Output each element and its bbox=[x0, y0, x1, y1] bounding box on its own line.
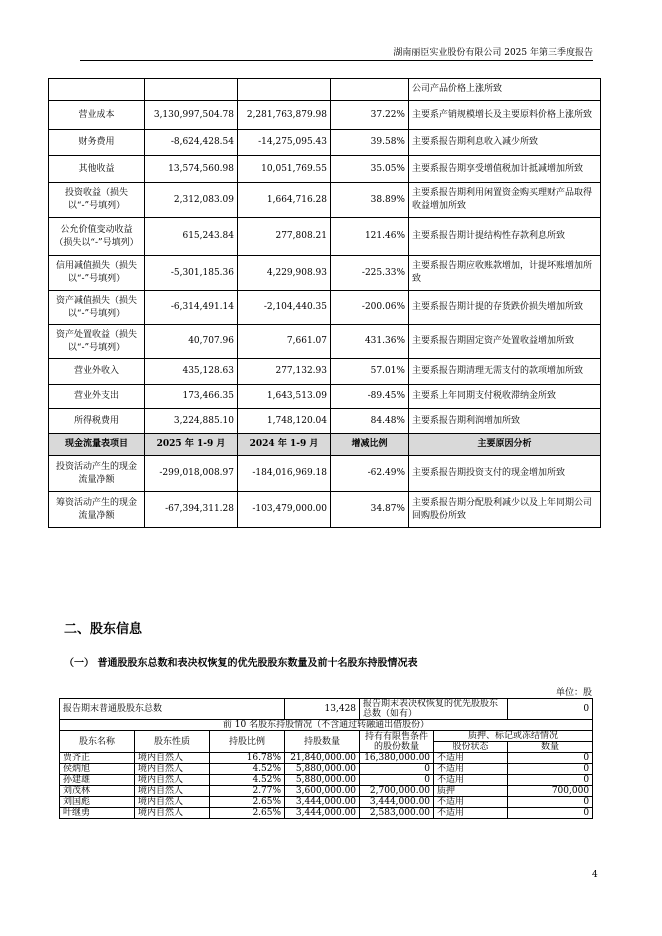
summary-row bbox=[60, 699, 593, 720]
header-row bbox=[60, 731, 593, 742]
table-row bbox=[49, 79, 601, 101]
table-row bbox=[60, 753, 593, 764]
previous-value: -14,275,095.43 bbox=[238, 130, 331, 156]
table-row bbox=[60, 797, 593, 808]
change-ratio: 35.05% bbox=[331, 156, 409, 183]
change-reason: 主要原因分析 bbox=[409, 434, 601, 456]
change-ratio: -225.33% bbox=[331, 256, 409, 291]
table-row bbox=[49, 409, 601, 434]
change-ratio: -200.06% bbox=[331, 291, 409, 325]
holder-ratio: 2.65% bbox=[210, 797, 285, 808]
holder-ratio: 2.77% bbox=[210, 786, 285, 797]
table-row bbox=[49, 456, 601, 492]
holder-qty: 3,444,000.00 bbox=[285, 797, 360, 808]
caption-row bbox=[60, 720, 593, 731]
current-value: -67,394,311.28 bbox=[145, 492, 238, 528]
item-name: 信用减值损失（损失以“-”号填列） bbox=[49, 256, 145, 291]
previous-value: 10,051,769.55 bbox=[238, 156, 331, 183]
change-reason: 主要系上年同期支付税收滞纳金所致 bbox=[409, 385, 601, 409]
current-value: 13,574,560.98 bbox=[145, 156, 238, 183]
holder-ratio: 16.78% bbox=[210, 753, 285, 764]
previous-value: 277,132.93 bbox=[238, 359, 331, 385]
col-restricted: 持有有限售条件的股份数量 bbox=[360, 731, 434, 753]
current-value: 3,130,997,504.78 bbox=[145, 101, 238, 130]
current-value: 435,128.63 bbox=[145, 359, 238, 385]
pledge-count: 0 bbox=[508, 775, 593, 786]
pledge-count: 700,000 bbox=[508, 786, 593, 797]
change-ratio: 431.36% bbox=[331, 325, 409, 359]
item-name: 投资收益（损失以“-”号填列） bbox=[49, 183, 145, 218]
change-ratio: 38.89% bbox=[331, 183, 409, 218]
holder-qty: 3,600,000.00 bbox=[285, 786, 360, 797]
holder-ratio: 2.65% bbox=[210, 808, 285, 819]
item-name bbox=[49, 79, 145, 101]
table-row bbox=[49, 101, 601, 130]
col-nature: 股东性质 bbox=[135, 731, 210, 753]
previous-value: -2,104,440.35 bbox=[238, 291, 331, 325]
holder-name: 贾齐正 bbox=[60, 753, 135, 764]
change-reason: 主要系报告期投资支付的现金增加所致 bbox=[409, 456, 601, 492]
table-row bbox=[49, 218, 601, 256]
item-name: 其他收益 bbox=[49, 156, 145, 183]
holder-nature: 境内自然人 bbox=[135, 775, 210, 786]
pledge-status: 质押 bbox=[434, 786, 508, 797]
item-name: 现金流量表项目 bbox=[49, 434, 145, 456]
holder-qty: 21,840,000.00 bbox=[285, 753, 360, 764]
change-reason: 主要系报告期计提的存货跌价损失增加所致 bbox=[409, 291, 601, 325]
change-reason: 主要系产销规模增长及主要原料价格上涨所致 bbox=[409, 101, 601, 130]
holder-name: 刘国彪 bbox=[60, 797, 135, 808]
table-row bbox=[49, 130, 601, 156]
col-name: 股东名称 bbox=[60, 731, 135, 753]
change-reason: 主要系报告期利息收入减少所致 bbox=[409, 130, 601, 156]
previous-value: 7,661.07 bbox=[238, 325, 331, 359]
item-name: 营业成本 bbox=[49, 101, 145, 130]
col-count: 数量 bbox=[508, 742, 593, 753]
pledge-status: 不适用 bbox=[434, 775, 508, 786]
previous-value: 277,808.21 bbox=[238, 218, 331, 256]
holder-restricted: 3,444,000.00 bbox=[360, 797, 434, 808]
previous-value: -103,479,000.00 bbox=[238, 492, 331, 528]
table-row bbox=[49, 156, 601, 183]
table-row bbox=[49, 359, 601, 385]
current-value: 3,224,885.10 bbox=[145, 409, 238, 434]
change-reason: 主要系报告期享受增值税加计抵减增加所致 bbox=[409, 156, 601, 183]
change-ratio: 121.46% bbox=[331, 218, 409, 256]
holder-restricted: 0 bbox=[360, 764, 434, 775]
item-name: 筹资活动产生的现金流量净额 bbox=[49, 492, 145, 528]
pledge-status: 不适用 bbox=[434, 808, 508, 819]
current-value: -5,301,185.36 bbox=[145, 256, 238, 291]
pledge-count: 0 bbox=[508, 808, 593, 819]
col-qty: 持股数量 bbox=[285, 731, 360, 753]
current-value: 173,466.35 bbox=[145, 385, 238, 409]
holder-name: 刘茂林 bbox=[60, 786, 135, 797]
change-reason: 主要系报告期固定资产处置收益增加所致 bbox=[409, 325, 601, 359]
change-ratio: -62.49% bbox=[331, 456, 409, 492]
income-change-table bbox=[48, 78, 601, 528]
change-reason: 主要系报告期清理无需支付的款项增加所致 bbox=[409, 359, 601, 385]
pledge-count: 0 bbox=[508, 797, 593, 808]
current-value: -8,624,428.54 bbox=[145, 130, 238, 156]
holder-ratio: 4.52% bbox=[210, 764, 285, 775]
change-ratio: 34.87% bbox=[331, 492, 409, 528]
change-ratio: 39.58% bbox=[331, 130, 409, 156]
current-value: 2025 年 1-9 月 bbox=[145, 434, 238, 456]
table-row bbox=[49, 325, 601, 359]
holder-qty: 5,880,000.00 bbox=[285, 775, 360, 786]
previous-value: 1,664,716.28 bbox=[238, 183, 331, 218]
report-header: 湖南丽臣实业股份有限公司 2025 年第三季度报告 bbox=[80, 45, 593, 61]
unit-label: 单位：股 bbox=[555, 688, 592, 698]
item-name: 所得税费用 bbox=[49, 409, 145, 434]
current-value: 615,243.84 bbox=[145, 218, 238, 256]
previous-value bbox=[238, 79, 331, 101]
pledge-status: 不适用 bbox=[434, 764, 508, 775]
change-ratio: 37.22% bbox=[331, 101, 409, 130]
item-name: 资产处置收益（损失以“-”号填列） bbox=[49, 325, 145, 359]
pref-holders-label: 报告期末表决权恢复的优先股股东总数（如有） bbox=[360, 699, 508, 720]
holder-nature: 境内自然人 bbox=[135, 753, 210, 764]
current-value bbox=[145, 79, 238, 101]
holder-ratio: 4.52% bbox=[210, 775, 285, 786]
previous-value: 2024 年 1-9 月 bbox=[238, 434, 331, 456]
shareholder-table bbox=[59, 698, 593, 819]
previous-value: 1,748,120.04 bbox=[238, 409, 331, 434]
change-ratio: 57.01% bbox=[331, 359, 409, 385]
item-name: 投资活动产生的现金流量净额 bbox=[49, 456, 145, 492]
holder-nature: 境内自然人 bbox=[135, 808, 210, 819]
item-name: 公允价值变动收益（损失以“-”号填列） bbox=[49, 218, 145, 256]
table-row bbox=[60, 764, 593, 775]
col-pledge-group: 质押、标记或冻结情况 bbox=[434, 731, 593, 742]
current-value: 40,707.96 bbox=[145, 325, 238, 359]
previous-value: 1,643,513.09 bbox=[238, 385, 331, 409]
previous-value: -184,016,969.18 bbox=[238, 456, 331, 492]
table-row bbox=[49, 385, 601, 409]
table-row bbox=[60, 808, 593, 819]
item-name: 资产减值损失（损失以“-”号填列） bbox=[49, 291, 145, 325]
table-row bbox=[60, 786, 593, 797]
holder-nature: 境内自然人 bbox=[135, 786, 210, 797]
current-value: -6,314,491.14 bbox=[145, 291, 238, 325]
previous-value: 4,229,908.93 bbox=[238, 256, 331, 291]
section-title: 二、股东信息 bbox=[64, 622, 143, 637]
col-ratio: 持股比例 bbox=[210, 731, 285, 753]
cash-header-row bbox=[49, 434, 601, 456]
change-reason: 主要系报告期计提结构性存款利息所致 bbox=[409, 218, 601, 256]
previous-value: 2,281,763,879.98 bbox=[238, 101, 331, 130]
table-row bbox=[49, 291, 601, 325]
holder-qty: 5,880,000.00 bbox=[285, 764, 360, 775]
holder-nature: 境内自然人 bbox=[135, 797, 210, 808]
holder-nature: 境内自然人 bbox=[135, 764, 210, 775]
holder-restricted: 2,583,000.00 bbox=[360, 808, 434, 819]
col-status: 股份状态 bbox=[434, 742, 508, 753]
subsection-title: （一） 普通股股东总数和表决权恢复的优先股股东数量及前十名股东持股情况表 bbox=[64, 658, 418, 669]
table-row bbox=[49, 492, 601, 528]
holder-restricted: 0 bbox=[360, 775, 434, 786]
pledge-count: 0 bbox=[508, 764, 593, 775]
item-name: 财务费用 bbox=[49, 130, 145, 156]
change-reason: 主要系报告期分配股利减少以及上年同期公司回购股份所致 bbox=[409, 492, 601, 528]
common-holders-label: 报告期末普通股股东总数 bbox=[60, 699, 285, 720]
top10-caption: 前 10 名股东持股情况（不含通过转融通出借股份） bbox=[60, 720, 593, 731]
pref-holders-value: 0 bbox=[508, 699, 593, 720]
table-row bbox=[49, 256, 601, 291]
change-reason: 主要系报告期应收账款增加，计提坏账增加所致 bbox=[409, 256, 601, 291]
holder-restricted: 2,700,000.00 bbox=[360, 786, 434, 797]
pledge-count: 0 bbox=[508, 753, 593, 764]
change-ratio: -89.45% bbox=[331, 385, 409, 409]
table-row bbox=[49, 183, 601, 218]
item-name: 营业外收入 bbox=[49, 359, 145, 385]
pledge-status: 不适用 bbox=[434, 797, 508, 808]
pledge-status: 不适用 bbox=[434, 753, 508, 764]
item-name: 营业外支出 bbox=[49, 385, 145, 409]
current-value: 2,312,083.09 bbox=[145, 183, 238, 218]
change-ratio bbox=[331, 79, 409, 101]
table-row bbox=[60, 775, 593, 786]
change-ratio: 84.48% bbox=[331, 409, 409, 434]
holder-qty: 3,444,000.00 bbox=[285, 808, 360, 819]
holder-name: 孙建雄 bbox=[60, 775, 135, 786]
common-holders-value: 13,428 bbox=[285, 699, 360, 720]
holder-name: 叶继勇 bbox=[60, 808, 135, 819]
page-number: 4 bbox=[592, 870, 598, 880]
change-reason: 公司产品价格上涨所致 bbox=[409, 79, 601, 101]
change-ratio: 增减比例 bbox=[331, 434, 409, 456]
holder-name: 侯炳旭 bbox=[60, 764, 135, 775]
change-reason: 主要系报告期利用闲置资金购买理财产品取得收益增加所致 bbox=[409, 183, 601, 218]
change-reason: 主要系报告期利润增加所致 bbox=[409, 409, 601, 434]
current-value: -299,018,008.97 bbox=[145, 456, 238, 492]
holder-restricted: 16,380,000.00 bbox=[360, 753, 434, 764]
